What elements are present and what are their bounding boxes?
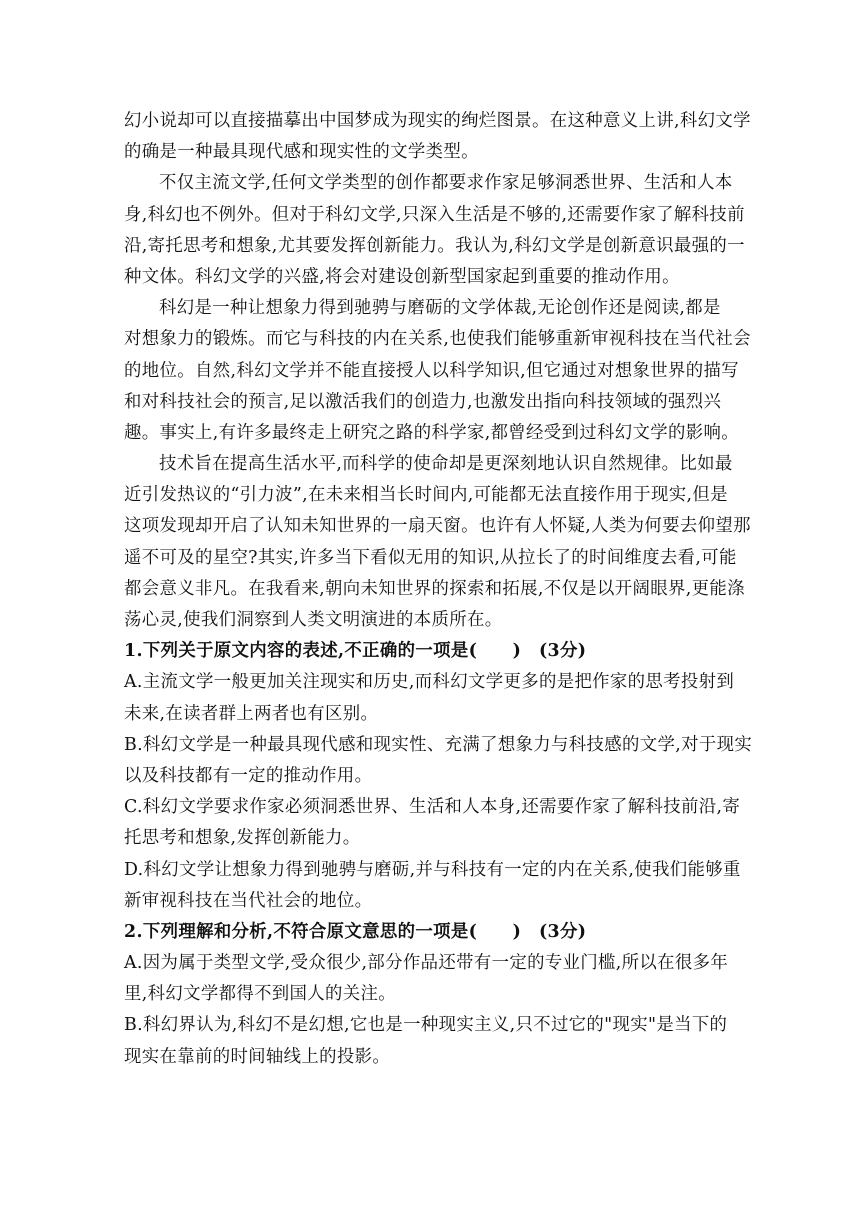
option-line: 未来,在读者群上两者也有区别。 — [124, 703, 379, 724]
passage-line: 幻小说却可以直接描摹出中国梦成为现实的绚烂图景。在这种意义上讲,科幻文学 — [124, 111, 751, 131]
paragraph-first-line: 科幻是一种让想象力得到驰骋与磨砺的文学体裁,无论创作还是阅读,都是 — [159, 298, 721, 319]
question-stem: 1.下列关于原文内容的表述,不正确的一项是( ) (3分) — [124, 641, 587, 662]
passage-line: 身,科幻也不例外。但对于科幻文学,只深入生活是不够的,还需要作家了解科技前 — [124, 204, 745, 225]
option-line: B.科幻文学是一种最具现代感和现实性、充满了想象力与科技感的文学,对于现实 — [124, 734, 753, 755]
option-a — [124, 948, 738, 1010]
passage-line: 荡心灵,使我们洞察到人类文明演进的本质所在。 — [124, 610, 503, 630]
document-body — [124, 106, 753, 1073]
passage-line: 这项发现却开启了认知未知世界的一扇天窗。也许有人怀疑,人类为何要去仰望那 — [124, 516, 751, 537]
option-line: 托思考和想象,发挥创新能力。 — [124, 828, 361, 849]
option-line: 现实在靠前的时间轴线上的投影。 — [124, 1046, 391, 1067]
passage-line: 趣。事实上,有许多最终走上研究之路的科学家,都曾经受到过科幻文学的影响。 — [124, 422, 739, 443]
passage-line: 种文体。科幻文学的兴盛,将会对建设创新型国家起到重要的推动作用。 — [124, 266, 680, 287]
option-line: B.科幻界认为,科幻不是幻想,它也是一种现实主义,只不过它的"现实"是当下的 — [124, 1015, 728, 1036]
option-line: 新审视科技在当代社会的地位。 — [124, 890, 373, 911]
option-line: D.科幻文学让想象力得到驰骋与磨砺,并与科技有一定的内在关系,使我们能够重 — [124, 859, 741, 880]
passage-line: 的确是一种最具现代感和现实性的文学类型。 — [124, 142, 479, 163]
passage-line: 和对科技社会的预言,足以激活我们的创造力,也激发出指向科技领域的强烈兴 — [124, 391, 722, 412]
option-line: 里,科幻文学都得不到国人的关注。 — [124, 984, 396, 1005]
question-1 — [124, 636, 753, 917]
passage-line: 沿,寄托思考和想象,尤其要发挥创新能力。我认为,科幻文学是创新意识最强的一 — [124, 235, 745, 256]
option-b — [124, 1010, 738, 1072]
option-b — [124, 730, 753, 792]
question-stem: 2.下列理解和分析,不符合原文意思的一项是( ) (3分) — [124, 921, 587, 942]
option-c — [124, 792, 741, 854]
paragraph-first-line: 技术旨在提高生活水平,而科学的使命却是更深刻地认识自然规律。比如最 — [159, 454, 733, 475]
option-d — [124, 855, 741, 917]
passage-line: 的地位。自然,科幻文学并不能直接授人以科学知识,但它通过对想象世界的描写 — [124, 360, 739, 381]
passage-line: 近引发热议的“引力波”,在未来相当长时间内,可能都无法直接作用于现实,但是 — [124, 485, 728, 506]
passage-line: 遥不可及的星空?其实,许多当下看似无用的知识,从拉长了的时间维度去看,可能 — [124, 547, 737, 568]
option-line: A.主流文学一般更加关注现实和历史,而科幻文学更多的是把作家的思考投射到 — [124, 672, 735, 693]
passage-line: 都会意义非凡。在我看来,朝向未知世界的探索和拓展,不仅是以开阔眼界,更能涤 — [124, 578, 745, 599]
passage-line: 对想象力的锻炼。而它与科技的内在关系,也使我们能够重新审视科技在当代社会 — [124, 329, 751, 350]
option-line: 以及科技都有一定的推动作用。 — [124, 765, 373, 786]
paragraph-first-line: 不仅主流文学,任何文学类型的创作都要求作家足够洞悉世界、生活和人本 — [159, 173, 733, 194]
option-line: C.科幻文学要求作家必须洞悉世界、生活和人本身,还需要作家了解科技前沿,寄 — [124, 797, 741, 818]
question-2 — [124, 917, 738, 1073]
option-line: A.因为属于类型文学,受众很少,部分作品还带有一定的专业门槛,所以在很多年 — [124, 953, 729, 974]
passage — [124, 106, 751, 636]
option-a — [124, 667, 738, 729]
